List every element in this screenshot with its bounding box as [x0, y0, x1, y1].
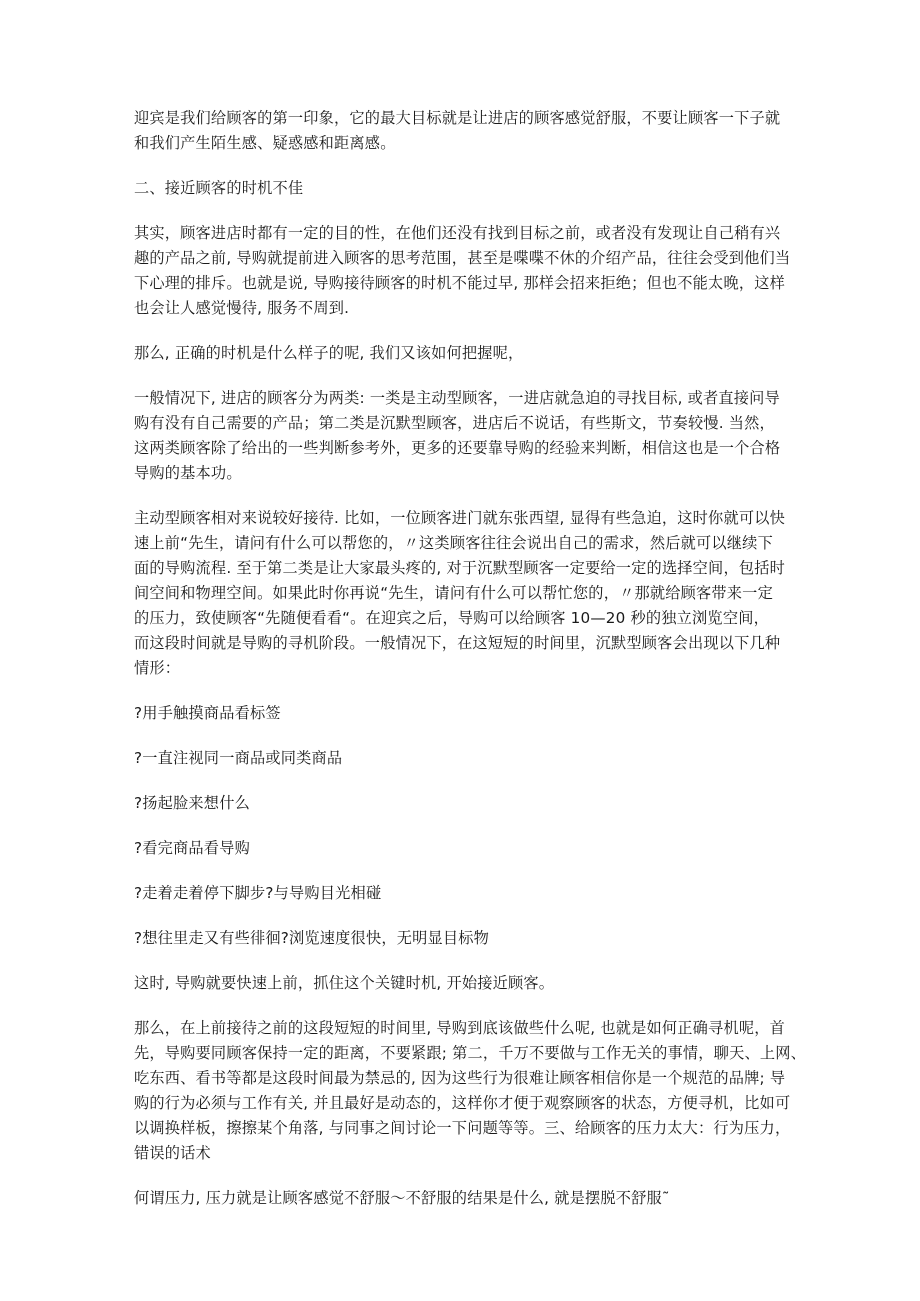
paragraph-active-customers: [134, 506, 800, 681]
list-item: ?一直注视同一商品或同类商品: [134, 749, 343, 767]
text-line: 和我们产生陌生感、疑惑感和距离感。: [134, 134, 396, 152]
text-line: 的压力，致使顾客“先随便看看“。在迎宾之后，导购可以给顾客 10—20 秒的独立浏览空间，: [134, 609, 769, 627]
section-heading-timing: 二、接近顾客的时机不佳: [134, 179, 304, 197]
list-item: ?用手触摸商品看标签: [134, 704, 281, 722]
list-item: ?走着走着停下脚步?与导购目光相碰: [134, 884, 382, 902]
text-line: 主动型顾客相对来说较好接待. 比如，一位顾客进门就东张西望, 显得有些急迫，这时你就可以快: [134, 509, 785, 527]
text-line: 间空间和物理空间。如果此时你再说“先生，请问有什么可以帮忙您的，〃那就给顾客带来一定: [134, 584, 773, 602]
text-line: 先，导购要同顾客保持一定的距离，不要紧跟; 第二，千万不要做与工作无关的事情，聊天、上网、: [134, 1044, 807, 1062]
text-line: 那么，在上前接待之前的这段短短的时间里, 导购到底该做些什么呢, 也就是如何正确寻机呢，首: [134, 1019, 785, 1037]
text-line: 趣的产品之前, 导购就提前进入顾客的思考范围，甚至是喋喋不休的介绍产品，往往会受到他们当: [134, 249, 791, 267]
text-line: 购有没有自己需要的产品；第二类是沉默型顾客，进店后不说话，有些斯文，节奏较慢. 当然，: [134, 414, 775, 432]
document-body: [134, 106, 807, 1231]
paragraph-approach: [134, 971, 800, 996]
text-line: 这两类顾客除了给出的一些判断参考外，更多的还要靠导购的经验来判断，相信这也是一个合格: [134, 439, 781, 457]
paragraph-question: [134, 341, 800, 366]
text-line: 吃东西、看书等都是这段时间最为禁忌的, 因为这些行为很难让顾客相信你是一个规范的品牌; 导: [134, 1069, 786, 1087]
text-line: 而这段时间就是导购的寻机阶段。一般情况下，在这短短的时间里，沉默型顾客会出现以下几种: [134, 634, 781, 652]
text-line: 迎宾是我们给顾客的第一印象，它的最大目标就是让进店的顾客感觉舒服，不要让顾客一下子就: [134, 109, 781, 127]
text-line: 错误的话术: [134, 1144, 211, 1162]
text-line: 情形：: [134, 659, 181, 677]
paragraph-welcome: [134, 106, 800, 156]
text-line: 那么, 正确的时机是什么样子的呢, 我们又该如何把握呢，: [134, 344, 524, 362]
list-item: ?扬起脸来想什么: [134, 794, 250, 812]
text-line: 这时, 导购就要快速上前，抓住这个关键时机, 开始接近顾客。: [134, 974, 555, 992]
list-item: ?想往里走又有些徘徊?浏览速度很快，无明显目标物: [134, 929, 490, 947]
text-line: 导购的基本功。: [134, 464, 242, 482]
text-line: 下心理的排斥。也就是说, 导购接待顾客的时机不能过早, 那样会招来拒绝；但也不能太晚，这样: [134, 274, 785, 292]
paragraph-timing: [134, 221, 800, 321]
text-line: 以调换样板，擦擦某个角落, 与同事之间讨论一下问题等等。三、给顾客的压力太大：行为压力，: [134, 1119, 791, 1137]
text-line: 购的行为必须与工作有关, 并且最好是动态的，这样你才便于观察顾客的状态，方便寻机，比如可: [134, 1094, 791, 1112]
text-line: 面的导购流程. 至于第二类是让大家最头疼的, 对于沉默型顾客一定要给一定的选择空间，包括时: [134, 559, 785, 577]
text-line: 一般情况下, 进店的顾客分为两类: 一类是主动型顾客，一进店就急迫的寻找目标, 或者直接问导: [134, 389, 780, 407]
text-line: 也会让人感觉慢待, 服务不周到.: [134, 299, 350, 317]
paragraph-pressure: [134, 1186, 800, 1211]
list-item: ?看完商品看导购: [134, 839, 250, 857]
text-line: 速上前“先生，请问有什么可以帮您的，〃这类顾客往往会说出自己的需求，然后就可以继续下: [134, 534, 773, 552]
paragraph-waiting-period: [134, 1016, 807, 1166]
text-line: 何谓压力, 压力就是让顾客感觉不舒服～不舒服的结果是什么, 就是摆脱不舒服˜: [134, 1189, 670, 1207]
paragraph-customer-types: [134, 386, 800, 486]
text-line: 其实，顾客进店时都有一定的目的性，在他们还没有找到目标之前，或者没有发现让自己稍有兴: [134, 224, 781, 242]
